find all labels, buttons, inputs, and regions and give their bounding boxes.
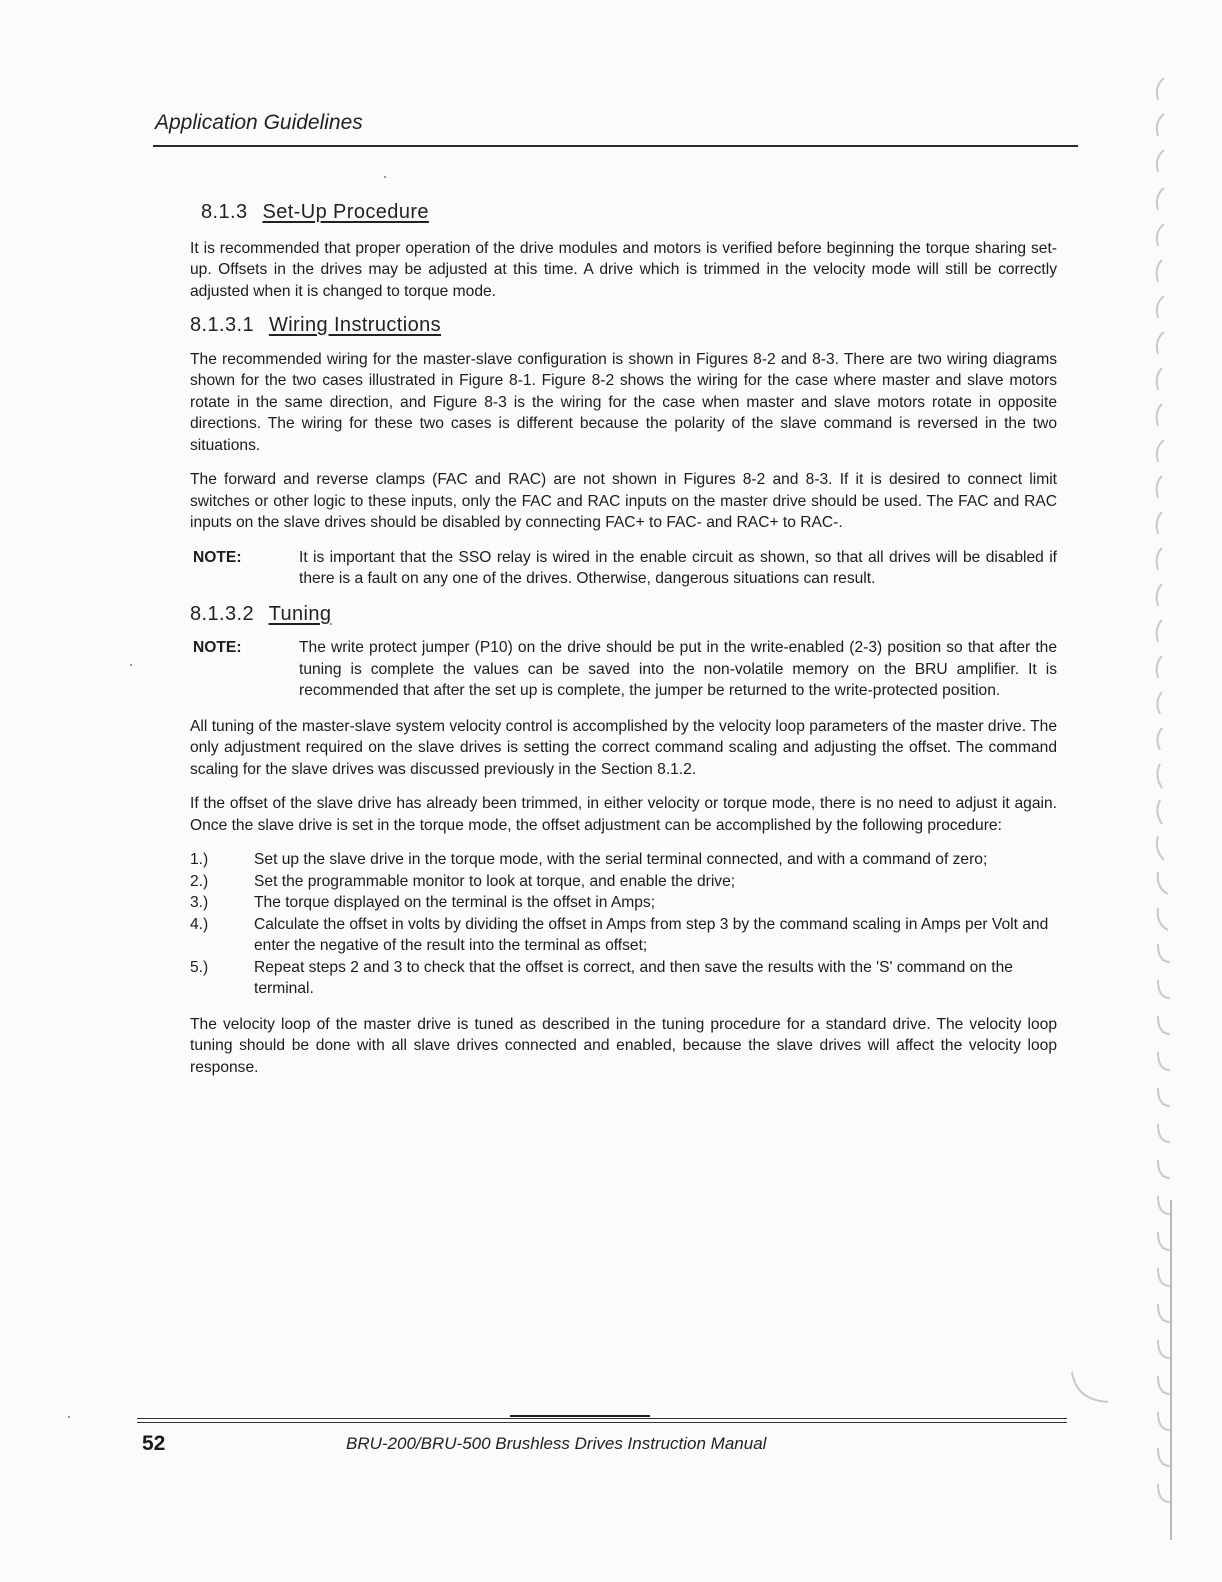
- binding-edge: [1170, 1200, 1172, 1540]
- spiral-binding: [1140, 70, 1180, 1570]
- list-item: [190, 871, 1057, 893]
- binding-ring: [1157, 440, 1164, 462]
- binding-ring: [1157, 368, 1162, 390]
- procedure-steps: [190, 849, 1057, 1000]
- wiring-paragraph-1: The recommended wiring for the master-slave configuration is shown in Figures 8-2 and 8-3. There are two wiring diagrams shown for the two cases illustrated in Figure 8-1. Figure 8-2 shows the wiring for the case where master and slave motors rotate in the same direction, and Figure 8-3 is the wiring for the case when master and slave motors rotate in opposite directions. The wiring for these two cases is different because the polarity of the slave command is reversed in the two situations.: [190, 350, 1057, 454]
- list-item: [190, 849, 1057, 871]
- binding-ring: [1158, 1304, 1170, 1322]
- binding-ring: [1157, 548, 1162, 570]
- step-text: The torque displayed on the terminal is the offset in Amps;: [254, 894, 656, 911]
- binding-ring: [1157, 764, 1162, 788]
- list-item: [190, 892, 1057, 914]
- binding-ring: [1157, 332, 1164, 354]
- binding-ring: [1157, 836, 1164, 860]
- binding-ring: [1157, 188, 1164, 210]
- running-header: Application Guidelines: [155, 111, 363, 134]
- note-text: It is important that the SSO relay is wired in the enable circuit as shown, so that all drives will be disabled if there is a fault on any one of the drives. Otherwise, dangerous situations can result.: [299, 548, 1057, 587]
- binding-ring: [1158, 1052, 1170, 1070]
- footer-manual-title: BRU-200/BRU-500 Brushless Drives Instruction Manual: [346, 1434, 767, 1453]
- note-label: NOTE:: [193, 548, 242, 566]
- binding-ring: [1158, 1340, 1170, 1358]
- subsection-heading-wiring: [190, 315, 1057, 337]
- step-text: Set the programmable monitor to look at torque, and enable the drive;: [254, 872, 736, 890]
- subsection-heading-tuning: [190, 604, 1057, 626]
- binding-ring: [1157, 728, 1162, 750]
- binding-ring: [1157, 800, 1162, 824]
- page-body: [190, 202, 1057, 1091]
- note-label: NOTE:: [193, 639, 242, 656]
- binding-ring: [1157, 620, 1162, 642]
- tuning-note: [193, 637, 1057, 702]
- binding-ring: [1157, 656, 1162, 678]
- binding-ring: [1158, 1484, 1170, 1502]
- binding-ring: [1158, 980, 1170, 998]
- header-rule: [153, 145, 1078, 147]
- list-item: [190, 957, 1057, 1000]
- section-heading: [201, 202, 1057, 224]
- list-item: [190, 914, 1057, 957]
- binding-ring: [1158, 1412, 1170, 1430]
- binding-ring: [1158, 1124, 1170, 1142]
- binding-ring: [1158, 1448, 1170, 1466]
- binding-ring: [1157, 150, 1164, 172]
- subsection-title: Tuning: [268, 602, 332, 625]
- binding-ring: [1158, 1376, 1170, 1394]
- page-number: 52: [142, 1432, 166, 1455]
- binding-ring: [1157, 512, 1162, 534]
- binding-hole: [1068, 1368, 1118, 1408]
- subsection-title: Wiring Instructions: [268, 314, 442, 336]
- section-number: 8.1.3: [201, 201, 248, 223]
- binding-ring: [1158, 1160, 1170, 1178]
- step-number: 3.): [190, 894, 209, 911]
- subsection-number: 8.1.3.1: [190, 314, 254, 336]
- binding-ring: [1157, 114, 1164, 136]
- step-text: Repeat steps 2 and 3 to check that the offset is correct, and then save the results with the 'S' command on the terminal.: [254, 958, 1013, 997]
- footer-rule-accent: [510, 1415, 650, 1417]
- tuning-paragraph-2: If the offset of the slave drive has already been trimmed, in either velocity or torque mode, there is no need to adjust it again. Once the slave drive is set in the torque mode, the offset adjustment can be accomplished by the following procedure:: [190, 795, 1057, 834]
- binding-ring: [1158, 1196, 1170, 1214]
- tuning-paragraph-3: The velocity loop of the master drive is tuned as described in the tuning procedure for a standard drive. The velocity loop tuning should be done with all slave drives connected and enabled, because the slave drives will affect the velocity loop response.: [190, 1015, 1057, 1076]
- binding-ring: [1157, 260, 1162, 282]
- binding-ring: [1157, 224, 1164, 246]
- binding-ring: [1158, 908, 1168, 930]
- binding-ring: [1157, 296, 1164, 318]
- step-text: Calculate the offset in volts by dividing the offset in Amps from step 3 by the command scaling in Amps per Volt and enter the negative of the result into the terminal as offset;: [254, 915, 1049, 954]
- step-number: 4.): [190, 915, 209, 933]
- step-number: 5.): [190, 958, 209, 976]
- binding-ring: [1158, 1016, 1170, 1034]
- wiring-note: [193, 547, 1057, 590]
- tuning-paragraph-1: All tuning of the master-slave system velocity control is accomplished by the velocity loop parameters of the master drive. The only adjustment required on the slave drives is setting the correct command scaling and adjusting the offset. The command scaling for the slave drives was discussed previously in the Section 8.1.2.: [190, 717, 1057, 778]
- note-text: The write protect jumper (P10) on the drive should be put in the write-enabled (2-3) position so that after the tuning is complete the values can be saved into the non-volatile memory on the BRU amplifier. It is recommended that after the set up is complete, the jumper be returned to the write-protected position.: [299, 639, 1057, 699]
- step-number: 2.): [190, 872, 209, 890]
- binding-ring: [1157, 584, 1162, 606]
- footer-rule: [137, 1422, 1067, 1423]
- wiring-paragraph-2: The forward and reverse clamps (FAC and RAC) are not shown in Figures 8-2 and 8-3. If it is desired to connect limit switches or other logic to these inputs, only the FAC and RAC inputs on the master drive should be used. The FAC and RAC inputs on the slave drives should be disabled by connecting FAC+ to FAC- and RAC+ to RAC-.: [190, 471, 1057, 531]
- binding-ring: [1157, 404, 1162, 426]
- section-intro: It is recommended that proper operation of the drive modules and motors is verified before beginning the torque sharing set-up. Offsets in the drives may be adjusted at this time. A drive which is trimmed in the velocity mode will still be correctly adjusted when it is changed to torque mode.: [190, 239, 1057, 300]
- binding-ring: [1157, 476, 1162, 498]
- scan-speck: [384, 176, 386, 178]
- subsection-number: 8.1.3.2: [190, 602, 254, 625]
- step-number: 1.): [190, 851, 209, 868]
- binding-ring: [1158, 1088, 1170, 1106]
- binding-ring: [1158, 1268, 1170, 1286]
- binding-ring: [1158, 1232, 1170, 1250]
- step-text: Set up the slave drive in the torque mode, with the serial terminal connected, and with a command of zero;: [254, 851, 988, 868]
- scan-speck: [68, 1416, 70, 1418]
- binding-ring: [1158, 944, 1170, 962]
- footer-rule: [137, 1418, 1067, 1419]
- binding-ring: [1157, 692, 1162, 714]
- binding-ring: [1157, 78, 1164, 100]
- section-title: Set-Up Procedure: [262, 201, 429, 223]
- scan-speck: [130, 664, 132, 666]
- binding-ring: [1158, 872, 1168, 894]
